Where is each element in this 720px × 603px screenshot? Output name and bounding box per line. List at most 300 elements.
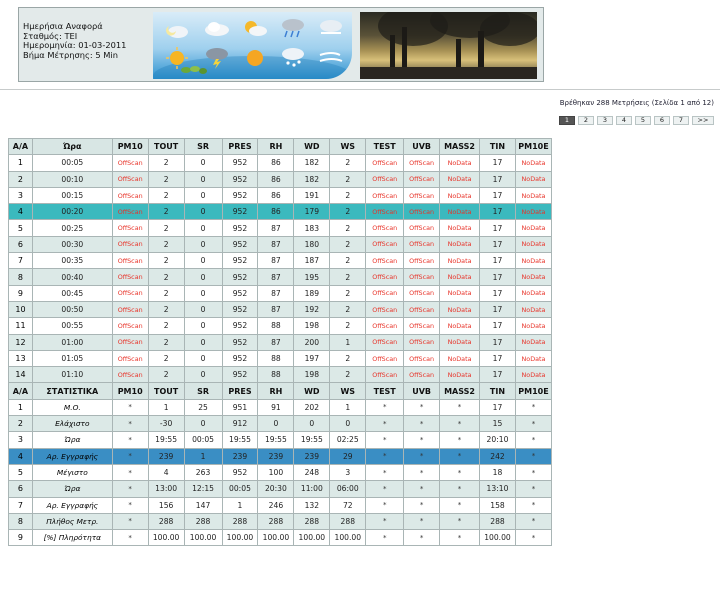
stats-cell: 100.00	[222, 530, 258, 546]
table-cell: OffScan	[112, 301, 148, 317]
table-cell: NoData	[440, 269, 480, 285]
stats-cell: 288	[480, 513, 516, 529]
table-cell: NoData	[515, 253, 551, 269]
table-cell: 8	[9, 269, 33, 285]
table-cell: 183	[294, 220, 330, 236]
stats-column-header: ΣΤΑΤΙΣΤΙΚΑ	[32, 383, 112, 399]
table-cell: 86	[258, 171, 294, 187]
stats-column-header: UVB	[404, 383, 440, 399]
table-cell: 0	[184, 301, 222, 317]
table-cell: NoData	[440, 350, 480, 366]
stats-cell: 29	[330, 448, 366, 464]
table-cell: 17	[480, 367, 516, 383]
table-row[interactable]	[9, 187, 552, 203]
stats-row	[9, 464, 552, 480]
table-cell: NoData	[515, 155, 551, 171]
stats-cell: 91	[258, 399, 294, 415]
column-header[interactable]: RH	[258, 139, 294, 155]
column-header[interactable]: PM10	[112, 139, 148, 155]
stats-cell: 951	[222, 399, 258, 415]
column-header[interactable]: PM10E	[515, 139, 551, 155]
table-row[interactable]	[9, 318, 552, 334]
table-cell: 0	[184, 155, 222, 171]
stats-cell: *	[440, 497, 480, 513]
table-row[interactable]	[9, 204, 552, 220]
table-cell: 2	[330, 171, 366, 187]
table-cell: 00:05	[32, 155, 112, 171]
table-cell: OffScan	[404, 301, 440, 317]
page-6-button[interactable]: 6	[654, 116, 670, 125]
table-cell: OffScan	[366, 318, 404, 334]
table-cell: 952	[222, 367, 258, 383]
table-cell: 0	[184, 269, 222, 285]
table-cell: 87	[258, 285, 294, 301]
stats-cell: *	[515, 432, 551, 448]
table-cell: 00:25	[32, 220, 112, 236]
stats-column-header: SR	[184, 383, 222, 399]
table-cell: OffScan	[404, 253, 440, 269]
stats-cell: 912	[222, 416, 258, 432]
table-cell: 2	[148, 301, 184, 317]
table-cell: OffScan	[404, 269, 440, 285]
table-cell: 952	[222, 334, 258, 350]
table-cell: 00:50	[32, 301, 112, 317]
page-7-button[interactable]: 7	[673, 116, 689, 125]
table-row[interactable]	[9, 236, 552, 252]
table-cell: OffScan	[366, 220, 404, 236]
stats-cell: 17	[480, 399, 516, 415]
table-cell: 00:30	[32, 236, 112, 252]
stats-cell: 242	[480, 448, 516, 464]
moon-icon	[157, 16, 197, 44]
table-cell: 00:10	[32, 171, 112, 187]
table-cell: 192	[294, 301, 330, 317]
table-cell: NoData	[515, 334, 551, 350]
table-cell: NoData	[440, 204, 480, 220]
stats-cell: 19:55	[258, 432, 294, 448]
table-cell: 179	[294, 204, 330, 220]
stats-column-header: MASS2	[440, 383, 480, 399]
stats-cell: *	[404, 481, 440, 497]
table-cell: NoData	[515, 269, 551, 285]
table-cell: OffScan	[366, 350, 404, 366]
stats-cell: 100	[258, 464, 294, 480]
results-count: Βρέθηκαν 288 Μετρήσεις (Σελίδα 1 από 12)	[559, 99, 714, 107]
stats-cell: *	[404, 399, 440, 415]
stats-cell: 7	[9, 497, 33, 513]
snow-icon	[273, 44, 313, 72]
table-cell: 88	[258, 350, 294, 366]
table-cell: NoData	[440, 236, 480, 252]
stats-cell: 288	[258, 513, 294, 529]
table-row[interactable]	[9, 171, 552, 187]
stats-cell: 8	[9, 513, 33, 529]
stats-column-header: TIN	[480, 383, 516, 399]
page-3-button[interactable]: 3	[597, 116, 613, 125]
stats-cell: *	[366, 448, 404, 464]
station-label: Σταθμός: TEI	[23, 30, 78, 41]
stats-cell: *	[112, 497, 148, 513]
stats-cell: 1	[222, 497, 258, 513]
table-cell: 86	[258, 155, 294, 171]
table-cell: OffScan	[366, 253, 404, 269]
table-cell: 87	[258, 334, 294, 350]
stats-cell: *	[112, 448, 148, 464]
table-cell: NoData	[515, 220, 551, 236]
stats-cell: 100.00	[258, 530, 294, 546]
next-page-button[interactable]: >>	[692, 116, 714, 125]
stats-cell: *	[440, 432, 480, 448]
stats-cell: 19:55	[148, 432, 184, 448]
table-cell: 952	[222, 269, 258, 285]
table-cell: OffScan	[404, 367, 440, 383]
table-cell: 2	[148, 187, 184, 203]
sun-icon	[235, 44, 275, 72]
pagination	[559, 116, 714, 125]
table-cell: OffScan	[404, 334, 440, 350]
table-cell: 17	[480, 285, 516, 301]
table-header-row	[9, 139, 552, 155]
table-cell: 200	[294, 334, 330, 350]
stats-cell: Ελάχιστο	[32, 416, 112, 432]
table-cell: 0	[184, 285, 222, 301]
stats-cell: *	[515, 399, 551, 415]
stats-cell: 5	[9, 464, 33, 480]
table-cell: 0	[184, 253, 222, 269]
table-cell: 01:05	[32, 350, 112, 366]
stats-cell: *	[515, 497, 551, 513]
stats-column-header: RH	[258, 383, 294, 399]
stats-cell: *	[404, 497, 440, 513]
stats-cell: *	[112, 481, 148, 497]
stats-cell: *	[404, 464, 440, 480]
stats-cell: 100.00	[148, 530, 184, 546]
stats-cell: 239	[222, 448, 258, 464]
table-cell: NoData	[515, 350, 551, 366]
table-cell: 2	[148, 253, 184, 269]
table-cell: 00:55	[32, 318, 112, 334]
table-cell: 87	[258, 301, 294, 317]
column-header[interactable]: TIN	[480, 139, 516, 155]
table-cell: 0	[184, 236, 222, 252]
table-cell: OffScan	[404, 171, 440, 187]
table-cell: 195	[294, 269, 330, 285]
table-cell: 952	[222, 253, 258, 269]
table-cell: 952	[222, 220, 258, 236]
leaves-icon	[179, 62, 209, 78]
table-cell: 1	[9, 155, 33, 171]
column-header[interactable]: UVB	[404, 139, 440, 155]
table-cell: 88	[258, 318, 294, 334]
stats-cell: 239	[148, 448, 184, 464]
stats-cell: 158	[480, 497, 516, 513]
table-cell: 87	[258, 269, 294, 285]
table-cell: OffScan	[404, 236, 440, 252]
table-cell: NoData	[515, 171, 551, 187]
table-cell: 182	[294, 155, 330, 171]
table-cell: 182	[294, 171, 330, 187]
table-cell: NoData	[515, 367, 551, 383]
stats-cell: *	[404, 530, 440, 546]
table-cell: 5	[9, 220, 33, 236]
table-cell: NoData	[440, 171, 480, 187]
stats-cell: *	[440, 464, 480, 480]
stats-cell: Αρ. Εγγραφής	[32, 448, 112, 464]
stats-cell: *	[366, 399, 404, 415]
table-cell: 2	[330, 367, 366, 383]
table-cell: 17	[480, 187, 516, 203]
stats-cell: *	[515, 416, 551, 432]
table-cell: NoData	[515, 301, 551, 317]
column-header[interactable]: TEST	[366, 139, 404, 155]
table-cell: OffScan	[112, 220, 148, 236]
table-cell: 2	[148, 269, 184, 285]
stats-cell: 3	[9, 432, 33, 448]
stats-cell: 19:55	[222, 432, 258, 448]
table-cell: 2	[330, 301, 366, 317]
stats-row	[9, 481, 552, 497]
cloud-icon	[197, 14, 237, 42]
table-cell: 0	[184, 350, 222, 366]
stats-cell: Ώρα	[32, 432, 112, 448]
table-cell: 0	[184, 367, 222, 383]
table-cell: 2	[148, 171, 184, 187]
stats-row	[9, 448, 552, 464]
table-cell: 2	[330, 253, 366, 269]
table-cell: 2	[148, 367, 184, 383]
table-cell: NoData	[515, 285, 551, 301]
table-cell: 17	[480, 171, 516, 187]
table-cell: 17	[480, 155, 516, 171]
sun-cloud-icon	[235, 14, 275, 42]
table-cell: 17	[480, 220, 516, 236]
stats-cell: 132	[294, 497, 330, 513]
stats-cell: *	[112, 416, 148, 432]
stats-cell: 06:00	[330, 481, 366, 497]
column-header[interactable]: TOUT	[148, 139, 184, 155]
table-cell: 87	[258, 236, 294, 252]
stats-cell: Πλήθος Μετρ.	[32, 513, 112, 529]
table-cell: 17	[480, 350, 516, 366]
stats-cell: 13:00	[148, 481, 184, 497]
table-row[interactable]	[9, 253, 552, 269]
table-cell: OffScan	[366, 367, 404, 383]
table-row[interactable]	[9, 350, 552, 366]
stats-cell: 0	[258, 416, 294, 432]
stats-cell: *	[112, 530, 148, 546]
stats-cell: 1	[9, 399, 33, 415]
table-cell: OffScan	[112, 236, 148, 252]
column-header[interactable]: WS	[330, 139, 366, 155]
stats-cell: Αρ. Εγγραφής	[32, 497, 112, 513]
table-cell: 189	[294, 285, 330, 301]
stats-cell: *	[515, 513, 551, 529]
table-cell: 86	[258, 187, 294, 203]
date-label: Ημερομηνία: 01-03-2011	[23, 40, 127, 51]
table-cell: NoData	[515, 236, 551, 252]
table-cell: OffScan	[366, 171, 404, 187]
table-cell: 7	[9, 253, 33, 269]
stats-cell: 18	[480, 464, 516, 480]
stats-cell: *	[366, 464, 404, 480]
stats-cell: *	[112, 399, 148, 415]
table-row[interactable]	[9, 301, 552, 317]
table-cell: 88	[258, 367, 294, 383]
column-header[interactable]: MASS2	[440, 139, 480, 155]
table-cell: 0	[184, 187, 222, 203]
report-header	[18, 7, 544, 82]
table-cell: OffScan	[112, 269, 148, 285]
stats-column-header: TOUT	[148, 383, 184, 399]
stats-cell: *	[112, 513, 148, 529]
stats-cell: *	[112, 464, 148, 480]
stats-cell: *	[404, 416, 440, 432]
table-row[interactable]	[9, 220, 552, 236]
table-cell: OffScan	[112, 350, 148, 366]
table-cell: 17	[480, 269, 516, 285]
table-cell: 87	[258, 253, 294, 269]
table-cell: 952	[222, 301, 258, 317]
table-cell: 0	[184, 318, 222, 334]
stats-cell: 246	[258, 497, 294, 513]
table-cell: OffScan	[404, 350, 440, 366]
stats-cell: 6	[9, 481, 33, 497]
stats-cell: 100.00	[480, 530, 516, 546]
stats-cell: 239	[294, 448, 330, 464]
table-cell: 2	[330, 318, 366, 334]
stats-column-header: WD	[294, 383, 330, 399]
page-2-button[interactable]: 2	[578, 116, 594, 125]
stats-cell: 72	[330, 497, 366, 513]
fog-icon	[311, 14, 351, 42]
table-cell: OffScan	[112, 318, 148, 334]
column-header[interactable]: Α/Α	[9, 139, 33, 155]
stats-cell: 100.00	[294, 530, 330, 546]
page-1-button[interactable]: 1	[559, 116, 575, 125]
stats-row	[9, 432, 552, 448]
table-cell: 17	[480, 301, 516, 317]
table-cell: NoData	[440, 220, 480, 236]
table-cell: 01:10	[32, 367, 112, 383]
table-cell: 2	[148, 155, 184, 171]
table-cell: 952	[222, 350, 258, 366]
table-cell: 952	[222, 236, 258, 252]
rain-cloud-icon	[273, 14, 313, 42]
table-cell: OffScan	[366, 236, 404, 252]
table-cell: 2	[9, 171, 33, 187]
stats-cell: 3	[330, 464, 366, 480]
stats-cell: 20:10	[480, 432, 516, 448]
stats-cell: 12:15	[184, 481, 222, 497]
table-cell: 2	[330, 350, 366, 366]
table-cell: 2	[148, 236, 184, 252]
table-cell: OffScan	[112, 171, 148, 187]
table-cell: 17	[480, 334, 516, 350]
stats-cell: 11:00	[294, 481, 330, 497]
stats-cell: *	[440, 513, 480, 529]
table-cell: 952	[222, 187, 258, 203]
page-4-button[interactable]: 4	[616, 116, 632, 125]
stats-column-header: Α/Α	[9, 383, 33, 399]
table-cell: 952	[222, 285, 258, 301]
stats-cell: 15	[480, 416, 516, 432]
table-cell: 1	[330, 334, 366, 350]
measurements-table	[8, 138, 552, 546]
stats-cell: *	[366, 513, 404, 529]
column-header[interactable]: WD	[294, 139, 330, 155]
column-header[interactable]: SR	[184, 139, 222, 155]
table-cell: OffScan	[404, 187, 440, 203]
table-cell: 00:35	[32, 253, 112, 269]
table-cell: 87	[258, 220, 294, 236]
table-cell: 17	[480, 318, 516, 334]
table-cell: 17	[480, 236, 516, 252]
table-cell: 00:45	[32, 285, 112, 301]
table-cell: 17	[480, 204, 516, 220]
table-cell: OffScan	[404, 318, 440, 334]
table-cell: OffScan	[112, 253, 148, 269]
table-cell: 0	[184, 171, 222, 187]
stats-row	[9, 513, 552, 529]
table-cell: OffScan	[404, 155, 440, 171]
table-cell: OffScan	[112, 204, 148, 220]
table-cell: 12	[9, 334, 33, 350]
table-cell: OffScan	[112, 187, 148, 203]
table-cell: OffScan	[112, 285, 148, 301]
table-row[interactable]	[9, 334, 552, 350]
table-cell: NoData	[440, 367, 480, 383]
page-5-button[interactable]: 5	[635, 116, 651, 125]
step-label: Βήμα Μέτρησης: 5 Min	[23, 50, 118, 61]
table-cell: NoData	[515, 187, 551, 203]
table-row[interactable]	[9, 269, 552, 285]
table-cell: NoData	[515, 318, 551, 334]
table-cell: 14	[9, 367, 33, 383]
table-cell: 198	[294, 367, 330, 383]
stats-cell: 156	[148, 497, 184, 513]
stats-cell: *	[366, 416, 404, 432]
stats-cell: 100.00	[330, 530, 366, 546]
stats-cell: *	[440, 481, 480, 497]
table-cell: OffScan	[112, 367, 148, 383]
stats-cell: *	[515, 481, 551, 497]
stats-cell: 263	[184, 464, 222, 480]
column-header[interactable]: PRES	[222, 139, 258, 155]
table-row[interactable]	[9, 155, 552, 171]
table-cell: NoData	[440, 253, 480, 269]
stats-cell: 9	[9, 530, 33, 546]
stats-cell: 147	[184, 497, 222, 513]
table-cell: NoData	[440, 334, 480, 350]
stats-cell: *	[440, 448, 480, 464]
table-cell: 10	[9, 301, 33, 317]
stats-cell: *	[366, 481, 404, 497]
stats-cell: *	[404, 432, 440, 448]
report-title: Ημερήσια Αναφορά	[23, 21, 103, 31]
column-header[interactable]: Ώρα	[32, 139, 112, 155]
stats-column-header: WS	[330, 383, 366, 399]
table-cell: 180	[294, 236, 330, 252]
table-cell: 2	[148, 350, 184, 366]
table-cell: OffScan	[404, 285, 440, 301]
table-cell: 2	[148, 285, 184, 301]
table-row[interactable]	[9, 285, 552, 301]
table-cell: OffScan	[404, 220, 440, 236]
stats-column-header: PM10E	[515, 383, 551, 399]
stats-cell: *	[366, 497, 404, 513]
stats-cell: 288	[148, 513, 184, 529]
table-row[interactable]	[9, 367, 552, 383]
